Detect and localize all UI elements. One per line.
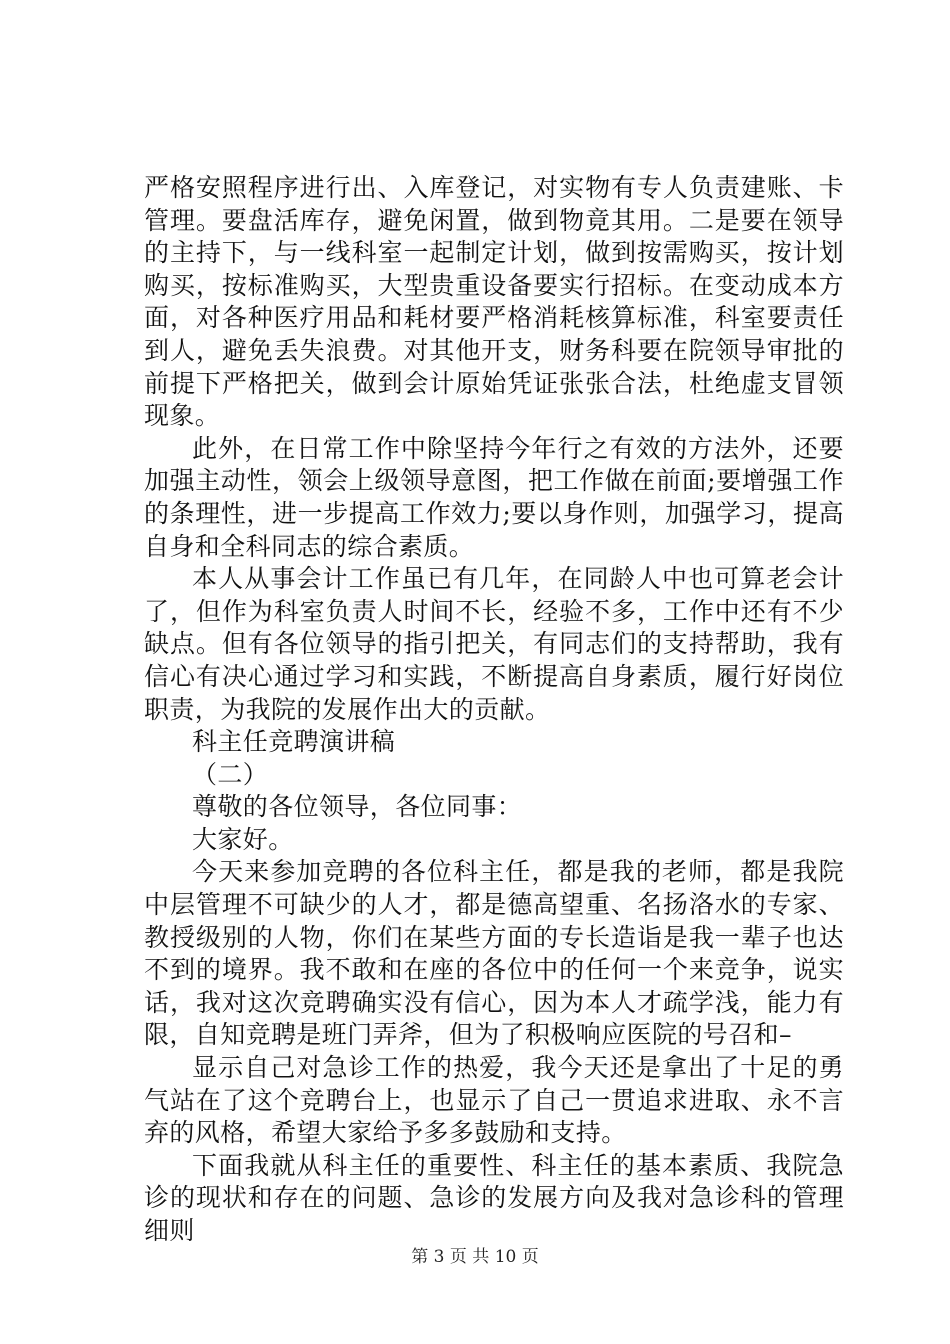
text-line: 加强主动性，领会上级领导意图，把工作做在前面;要增强工作 [144,466,844,496]
text-line: 到人，避免丢失浪费。对其他开支，财务科要在院领导审批的 [144,335,844,365]
text-line: 限，自知竞聘是班门弄斧，但为了积极响应医院的号召和– [144,1020,792,1050]
document-body [144,172,844,1248]
page-footer: 第 3 页 共 10 页 [411,1247,539,1267]
text-line: 信心有决心通过学习和实践，不断提高自身素质，履行好岗位 [144,661,844,691]
text-line: 科主任竞聘演讲稿 [192,727,396,757]
text-line: 大家好。 [192,824,294,854]
text-line: 面，对各种医疗用品和耗材要严格消耗核算标准，科室要责任 [144,303,844,333]
text-line: 本人从事会计工作虽已有几年，在同龄人中也可算老会计 [192,564,844,594]
text-line: 不到的境界。我不敢和在座的各位中的任何一个来竞争，说实 [144,955,844,985]
text-line: 现象。 [144,401,221,431]
text-line: 自身和全科同志的综合素质。 [144,531,475,561]
text-line: 弃的风格，希望大家给予多多鼓励和支持。 [144,1118,627,1148]
text-line: 管理。要盘活库存，避免闲置，做到物竟其用。二是要在领导 [144,205,844,235]
text-line: 细则 [144,1216,195,1245]
text-line: 中层管理不可缺少的人才，都是德高望重、名扬洛水的专家、 [144,890,844,920]
text-line: 的主持下，与一线科室一起制定计划，做到按需购买，按计划 [144,238,844,268]
text-line: 下面我就从科主任的重要性、科主任的基本素质、我院急 [192,1150,844,1180]
text-line: 尊敬的各位领导，各位同事： [192,792,523,822]
text-line: 职责，为我院的发展作出大的贡献。 [144,694,551,724]
text-line: 前提下严格把关，做到会计原始凭证张张合法，杜绝虚支冒领 [144,368,844,398]
text-line: 了，但作为科室负责人时间不长，经验不多，工作中还有不少 [144,596,844,626]
text-line: 诊的现状和存在的问题、急诊的发展方向及我对急诊科的管理 [144,1183,844,1213]
text-line: 缺点。但有各位领导的指引把关，有同志们的支持帮助，我有 [144,629,844,659]
text-line: 严格安照程序进行出、入库登记，对实物有专人负责建账、卡 [144,173,844,202]
text-line: 教授级别的人物，你们在某些方面的专长造诣是我一辈子也达 [144,922,844,952]
text-line: 话，我对这次竞聘确实没有信心，因为本人才疏学浅，能力有 [144,987,844,1017]
text-line: 显示自己对急诊工作的热爱，我今天还是拿出了十足的勇 [192,1053,844,1083]
text-line: 此外，在日常工作中除坚持今年行之有效的方法外，还要 [192,433,844,463]
text-line: 购买，按标准购买，大型贵重设备要实行招标。在变动成本方 [144,270,844,300]
text-line: 气站在了这个竞聘台上，也显示了自己一贯追求进取、永不言 [144,1085,844,1115]
text-line: （二） [192,759,269,789]
text-line: 的条理性，进一步提高工作效力;要以身作则，加强学习，提高 [144,498,844,528]
text-line: 今天来参加竞聘的各位科主任，都是我的老师，都是我院 [192,857,844,887]
